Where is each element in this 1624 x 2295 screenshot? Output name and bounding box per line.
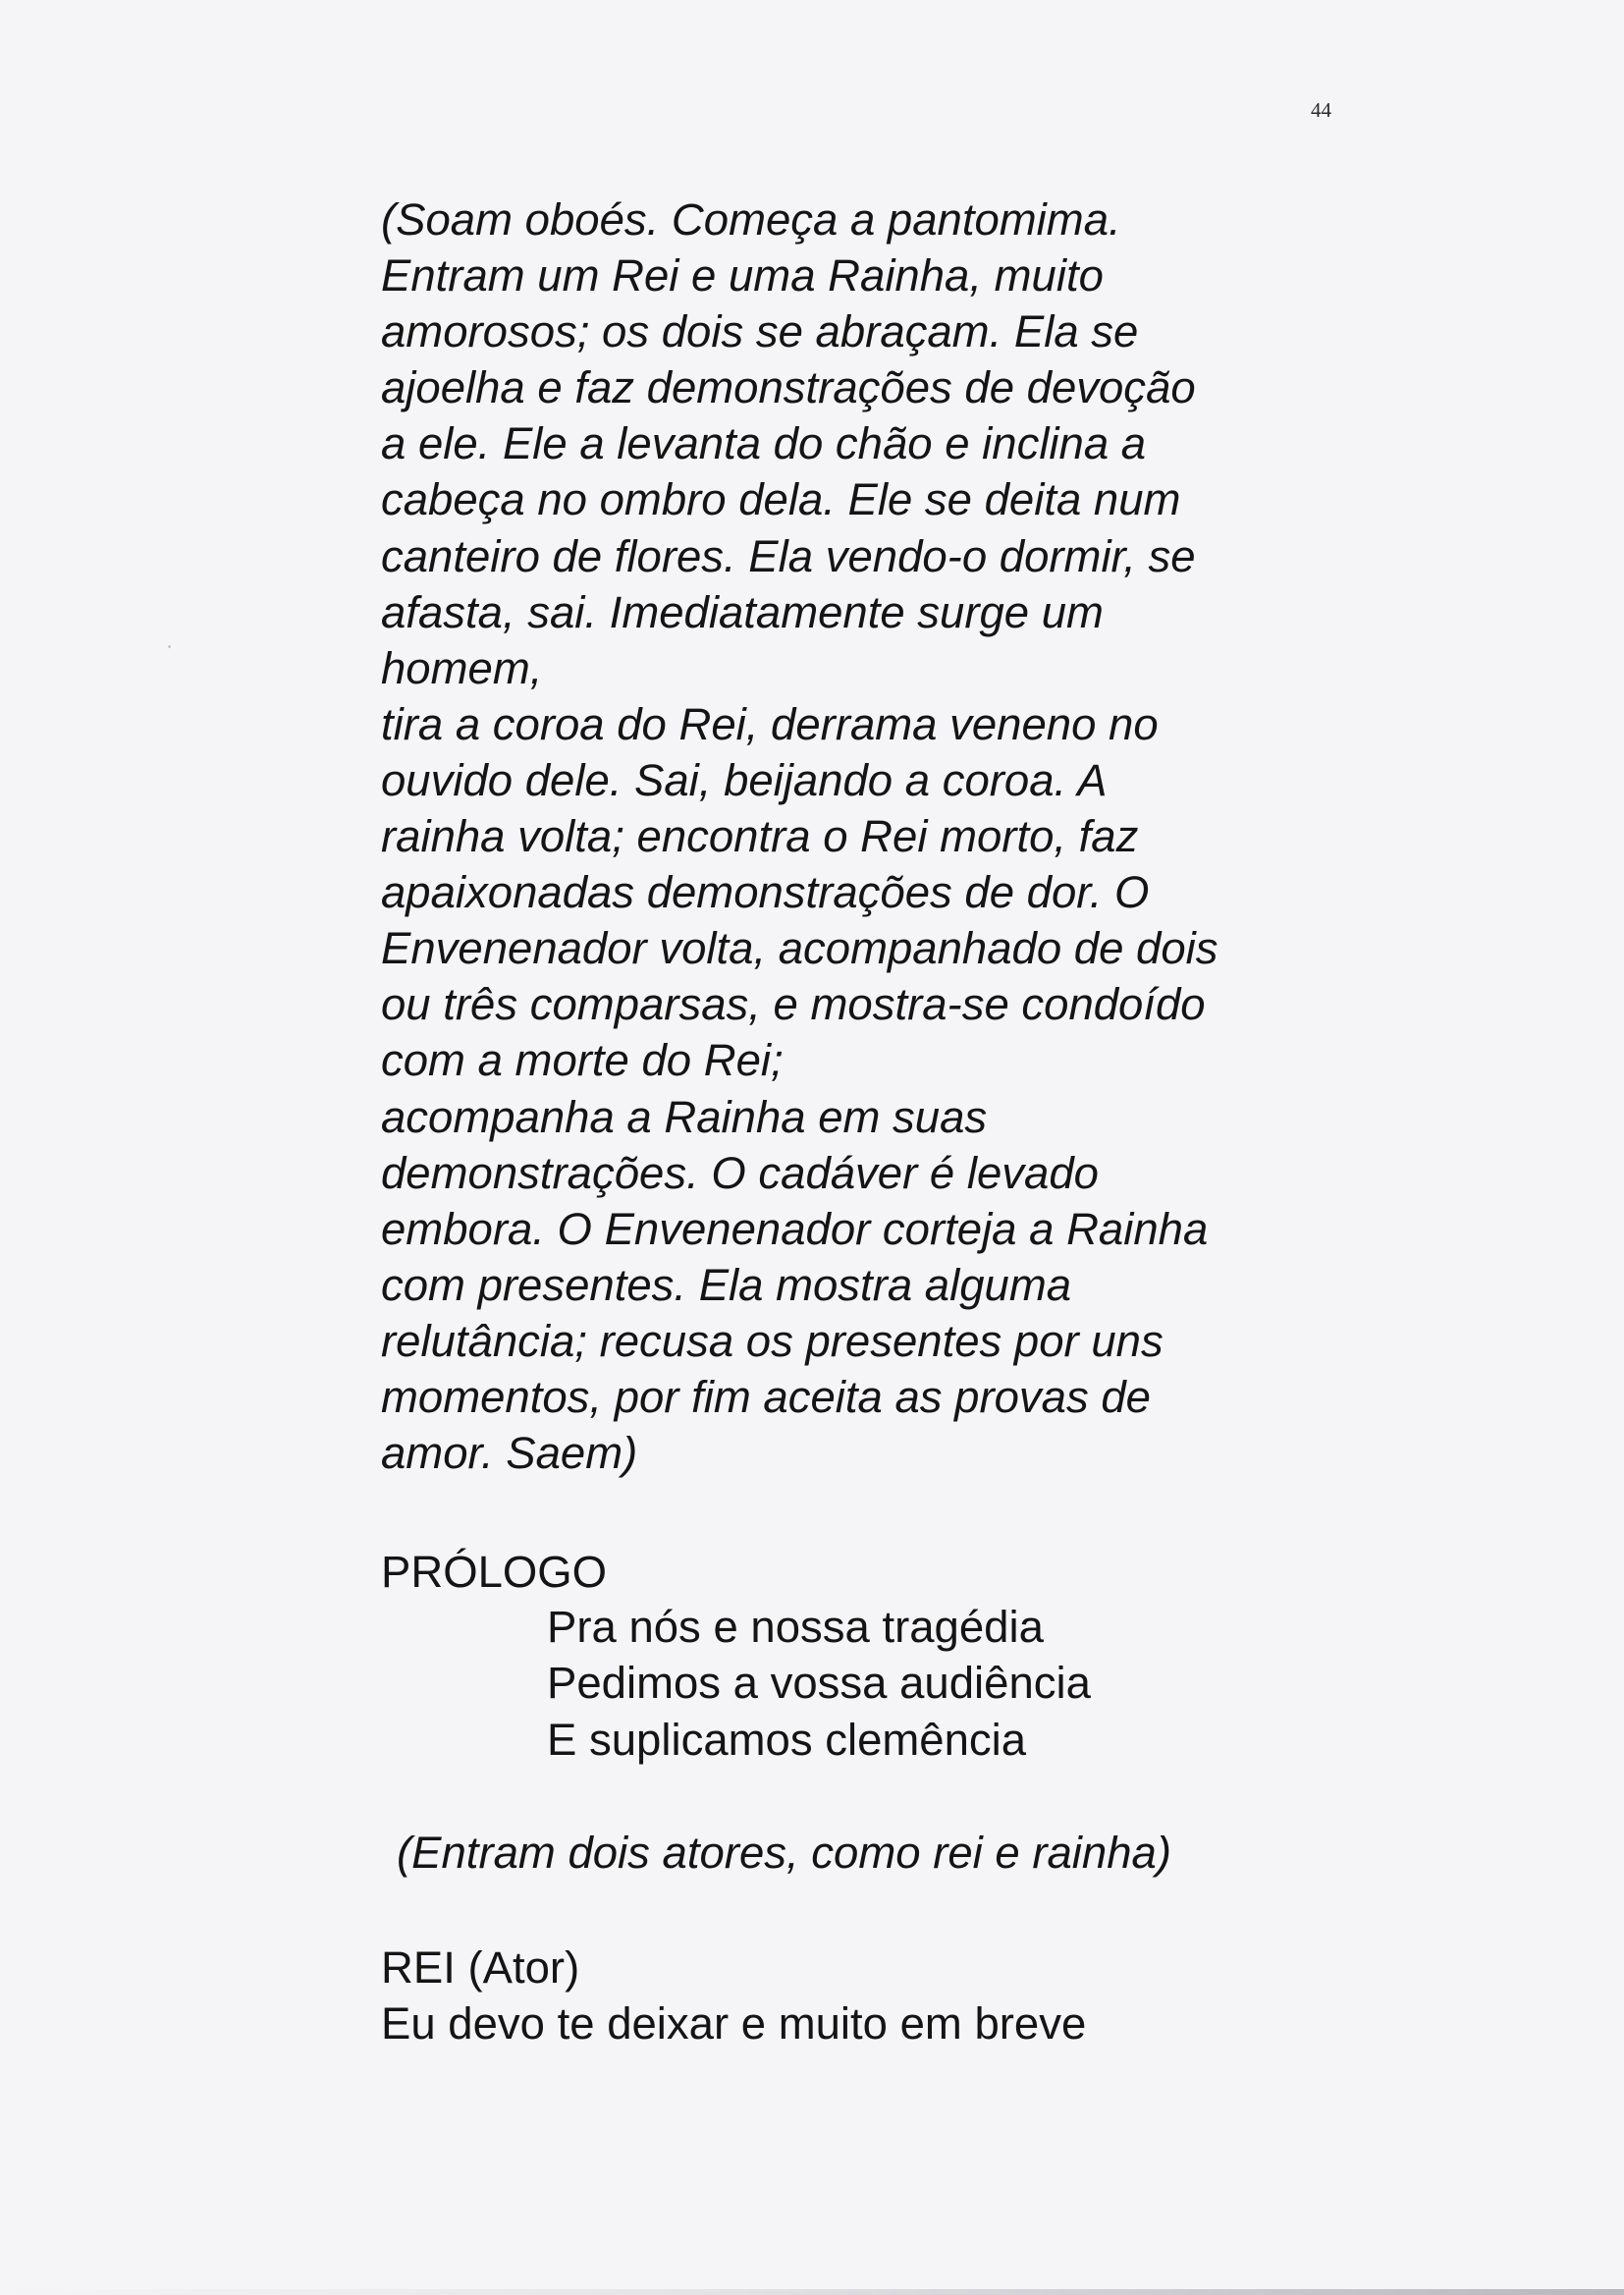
text-line: ou três comparsas, e mostra-se condoído	[381, 979, 1206, 1030]
text-line: com a morte do Rei;	[381, 1035, 784, 1086]
text-line: Entram um Rei e uma Rainha, muito	[381, 250, 1104, 301]
king-dialogue-line: Eu devo te deixar e muito em breve	[381, 1998, 1087, 2049]
speaker-king: REI (Ator)	[381, 1942, 580, 1993]
text-line: cabeça no ombro dela. Ele se deita num	[381, 474, 1181, 525]
text-line: demonstrações. O cadáver é levado	[381, 1147, 1099, 1198]
prologue-verse	[547, 1599, 1091, 1768]
text-line: amorosos; os dois se abraçam. Ela se	[381, 306, 1139, 357]
text-line: embora. O Envenenador corteja a Rainha	[381, 1203, 1209, 1254]
scan-bottom-edge	[0, 2289, 1624, 2295]
text-line: canteiro de flores. Ela vendo-o dormir, se	[381, 530, 1196, 581]
speaker-prologue: PRÓLOGO	[381, 1547, 608, 1597]
text-line: (Soam oboés. Começa a pantomima.	[381, 194, 1121, 245]
scan-speck	[168, 645, 171, 648]
page-number: 44	[1311, 98, 1331, 122]
text-line: relutância; recusa os presentes por uns	[381, 1315, 1164, 1366]
text-line: homem,	[381, 642, 543, 693]
verse-line: Pra nós e nossa tragédia	[547, 1602, 1044, 1652]
text-line: a ele. Ele a levanta do chão e inclina a	[381, 418, 1147, 469]
text-line: tira a coroa do Rei, derrama veneno no	[381, 698, 1159, 749]
verse-line: Pedimos a vossa audiência	[547, 1658, 1091, 1709]
text-line: momentos, por fim aceita as provas de	[381, 1371, 1151, 1422]
text-line: afasta, sai. Imediatamente surge um	[381, 586, 1104, 637]
text-line: rainha volta; encontra o Rei morto, faz	[381, 811, 1139, 862]
stage-direction-actors: (Entram dois atores, como rei e rainha)	[397, 1828, 1171, 1878]
text-line: com presentes. Ela mostra alguma	[381, 1259, 1072, 1310]
text-line: Envenenador volta, acompanhado de dois	[381, 923, 1218, 974]
text-line: amor. Saem)	[381, 1428, 638, 1479]
text-line: apaixonadas demonstrações de dor. O	[381, 867, 1150, 918]
verse-line: E suplicamos clemência	[547, 1714, 1027, 1765]
text-line: ouvido dele. Sai, beijando a coroa. A	[381, 754, 1108, 805]
stage-direction-pantomime	[381, 191, 1324, 1481]
text-line: acompanha a Rainha em suas	[381, 1091, 988, 1142]
text-line: ajoelha e faz demonstrações de devoção	[381, 362, 1196, 413]
